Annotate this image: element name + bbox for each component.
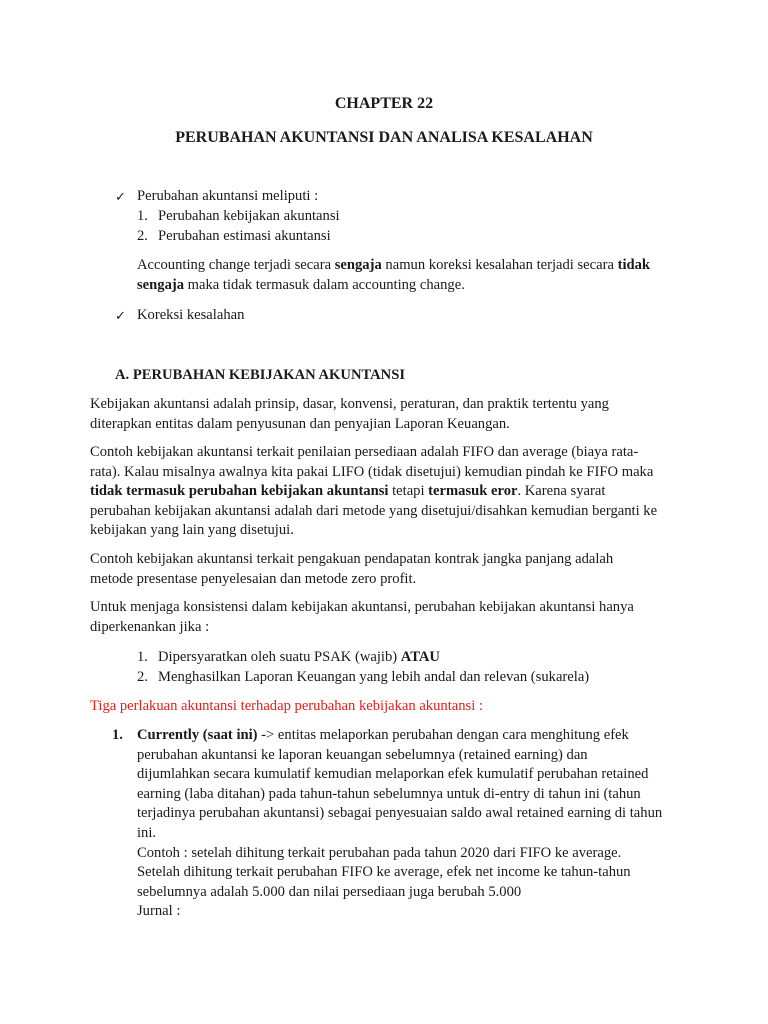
text-run: Dipersyaratkan oleh suatu PSAK (wajib) [158,649,401,665]
text-run: Accounting change terjadi secara [137,257,335,273]
text-line: diterapkan entitas dalam penyusunan dan penyajian Laporan Keuangan. [90,415,510,432]
bold-text: sengaja [137,276,185,293]
text-line: Contoh kebijakan akuntansi terkait pengakuan pendapatan kontrak jangka panjang adalah [90,551,614,567]
text-line: ini. [137,824,157,841]
text-line: sebelumnya adalah 5.000 dan nilai persediaan juga berubah 5.000 [137,883,522,900]
text-line: Contoh kebijakan akuntansi terkait penilaian persediaan adalah FIFO dan average (biaya rata- [90,444,639,460]
text-run: tetapi [388,483,429,500]
text-line: earning (laba ditahan) pada tahun-tahun sebelumnya untuk di-entry di tahun ini (tahun [137,785,641,802]
bold-text: tidak termasuk perubahan kebijakan akuntansi [90,483,389,500]
list-item: Perubahan kebijakan akuntansi [158,208,340,224]
note-paragraph [137,256,697,295]
list-number: 1. [137,649,148,665]
text-line: Jurnal : [137,903,181,920]
red-subheading: Tiga perlakuan akuntansi terhadap perubahan kebijakan akuntansi : [90,698,483,714]
text-line: diperkenankan jika : [90,618,210,635]
check-mark-icon: ✓ [115,189,126,204]
text-line: Setelah dihitung terkait perubahan FIFO ke average, efek net income ke tahun-tahun [137,864,631,881]
list-number: 2. [137,669,148,685]
paragraph [90,550,690,589]
text-line: dijumlahkan secara kumulatif kemudian melaporkan efek kumulatif perubahan retained [137,766,649,783]
list-number: 2. [137,228,148,244]
text-line: Untuk menjaga konsistensi dalam kebijakan akuntansi, perubahan kebijakan akuntansi hanya [90,599,634,615]
list-item [158,648,440,668]
text-line: rata). Kalau misalnya awalnya kita pakai LIFO (tidak disetujui) kemudian pindah ke FIFO maka [90,463,654,480]
bullet-text: Koreksi kesalahan [137,307,245,323]
text-line: Kebijakan akuntansi adalah prinsip, dasar, konvensi, peraturan, dan praktik tertentu yang [90,396,609,412]
bold-text: ATAU [400,649,440,665]
section-heading: A. PERUBAHAN KEBIJAKAN AKUNTANSI [115,367,406,383]
list-number: 1. [112,727,123,743]
bold-text: sengaja [334,257,382,273]
list-item: Perubahan estimasi akuntansi [158,228,331,244]
text-line: perubahan kebijakan akuntansi adalah dari metode yang disetujui/disahkan kemudian berganti ke [90,502,658,519]
bold-text: Currently (saat ini) [137,727,258,743]
paragraph [90,443,690,541]
text-run: -> entitas melaporkan perubahan dengan cara menghitung efek [257,727,629,743]
text-line: Contoh : setelah dihitung terkait perubahan pada tahun 2020 dari FIFO ke average. [137,844,622,861]
text-line: perubahan akuntansi ke laporan keuangan sebelumnya (retained earning) dan [137,746,588,763]
paragraph [90,395,690,434]
text-line: metode presentase penyelesaian dan metode zero profit. [90,570,417,587]
bullet-text: Perubahan akuntansi meliputi : [137,188,319,204]
chapter-heading: CHAPTER 22 [334,95,434,112]
treatment-item [137,726,697,922]
bold-text: tidak [617,257,651,273]
text-run: maka tidak termasuk dalam accounting change. [184,276,465,293]
text-line: kebijakan yang lain yang disetujui. [90,522,294,539]
bold-text: termasuk eror [428,483,518,500]
chapter-title: PERUBAHAN AKUNTANSI DAN ANALISA KESALAHAN [175,129,593,146]
check-mark-icon: ✓ [115,308,126,323]
text-run: . Karena syarat [517,483,606,500]
paragraph [90,598,690,637]
list-item: Menghasilkan Laporan Keuangan yang lebih andal dan relevan (sukarela) [158,669,590,685]
text-line: terjadinya perubahan akuntansi) sebagai penyesuaian saldo awal retained earning di tahun [137,805,663,822]
list-number: 1. [137,208,148,224]
text-run: namun koreksi kesalahan terjadi secara [381,257,618,273]
